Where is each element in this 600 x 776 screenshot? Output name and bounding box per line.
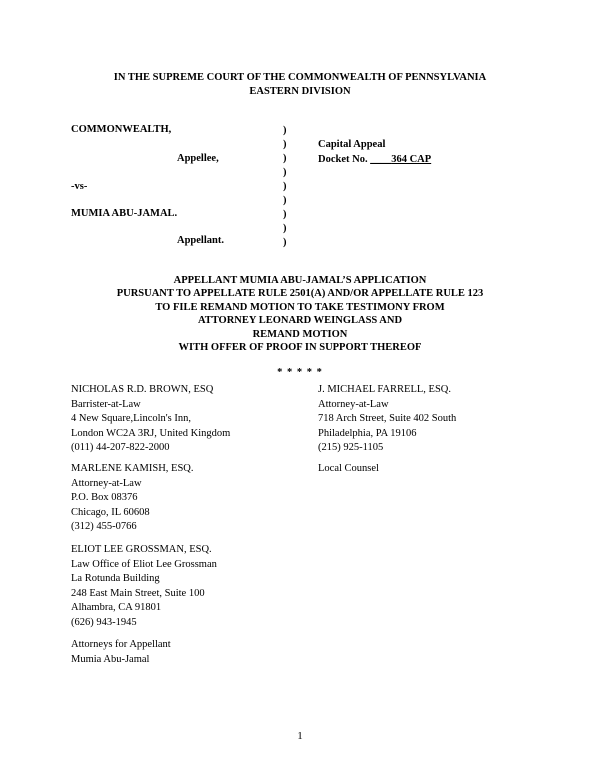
counsel-line: Alhambra, CA 91801 — [71, 602, 162, 613]
counsel-line: ELIOT LEE GROSSMAN, ESQ. — [71, 544, 212, 555]
counsel-line: (626) 943-1945 — [71, 616, 137, 628]
appellee-name: COMMONWEALTH, — [71, 124, 172, 135]
counsel-line: Attorneys for Appellant — [71, 639, 171, 650]
caption-paren: ) — [283, 139, 287, 150]
counsel-line: 4 New Square,Lincoln's Inn, — [71, 413, 191, 424]
counsel-block-farrell — [318, 383, 456, 456]
caption-paren: ) — [283, 223, 287, 234]
appellee-role: Appellee, — [177, 153, 219, 164]
counsel-line: Mumia Abu-Jamal — [71, 653, 150, 665]
document-title — [0, 274, 600, 354]
title-line: PURSUANT TO APPELLATE RULE 2501(A) AND/OR APPELLATE RULE 123 — [116, 288, 484, 300]
counsel-block-grossman — [71, 543, 217, 630]
docket-blank: ____ — [370, 153, 392, 165]
counsel-line: NICHOLAS R.D. BROWN, ESQ — [71, 384, 214, 395]
counsel-attribution — [71, 638, 171, 667]
court-name: IN THE SUPREME COURT OF THE COMMONWEALTH OF PENNSYLVANIA — [113, 72, 487, 83]
counsel-line: (215) 925-1105 — [318, 442, 384, 453]
counsel-line: P.O. Box 08376 — [71, 492, 138, 503]
local-counsel-label — [318, 462, 379, 477]
counsel-line: Local Counsel — [318, 463, 379, 474]
counsel-line: (011) 44-207-822-2000 — [71, 442, 170, 453]
docket-info — [318, 138, 431, 167]
case-type: Capital Appeal — [318, 139, 386, 150]
caption-paren: ) — [283, 153, 287, 164]
court-heading — [0, 71, 600, 99]
counsel-line: Philadelphia, PA 19106 — [318, 427, 417, 439]
counsel-line: Law Office of Eliot Lee Grossman — [71, 558, 217, 570]
counsel-line: Barrister-at-Law — [71, 398, 141, 410]
page-number: 1 — [297, 730, 303, 742]
counsel-block-brown — [71, 383, 230, 456]
docket-label: Docket No. — [318, 153, 368, 165]
appellant-role: Appellant. — [177, 235, 224, 246]
counsel-block-kamish — [71, 462, 194, 535]
caption-paren: ) — [283, 167, 287, 178]
section-separator: * * * * * — [277, 367, 323, 378]
title-line: WITH OFFER OF PROOF IN SUPPORT THEREOF — [178, 342, 422, 354]
counsel-line: Attorney-at-Law — [71, 477, 142, 489]
title-line: REMAND MOTION — [252, 328, 348, 340]
title-line: APPELLANT MUMIA ABU-JAMAL’S APPLICATION — [173, 275, 427, 286]
caption-paren: ) — [283, 181, 287, 192]
counsel-line: Chicago, IL 60608 — [71, 506, 150, 518]
caption-paren: ) — [283, 237, 287, 248]
counsel-line: 248 East Main Street, Suite 100 — [71, 587, 205, 599]
counsel-line: La Rotunda Building — [71, 573, 160, 584]
docket-line — [318, 153, 431, 168]
counsel-line: 718 Arch Street, Suite 402 South — [318, 413, 457, 424]
caption-paren: ) — [283, 209, 287, 220]
counsel-line: London WC2A 3RJ, United Kingdom — [71, 427, 231, 439]
court-division: EASTERN DIVISION — [249, 86, 351, 97]
title-line: ATTORNEY LEONARD WEINGLASS AND — [197, 315, 403, 327]
appellant-name: MUMIA ABU-JAMAL. — [71, 208, 178, 219]
title-line: TO FILE REMAND MOTION TO TAKE TESTIMONY FROM — [155, 301, 445, 313]
caption-divider — [283, 124, 287, 250]
counsel-line: (312) 455-0766 — [71, 521, 137, 532]
counsel-line: Attorney-at-Law — [318, 398, 389, 410]
versus-label: -vs- — [71, 181, 88, 192]
caption-paren: ) — [283, 125, 287, 136]
caption-paren: ) — [283, 195, 287, 206]
counsel-line: MARLENE KAMISH, ESQ. — [71, 463, 194, 474]
docket-number: 364 CAP — [391, 153, 432, 165]
counsel-line: J. MICHAEL FARRELL, ESQ. — [318, 384, 452, 395]
